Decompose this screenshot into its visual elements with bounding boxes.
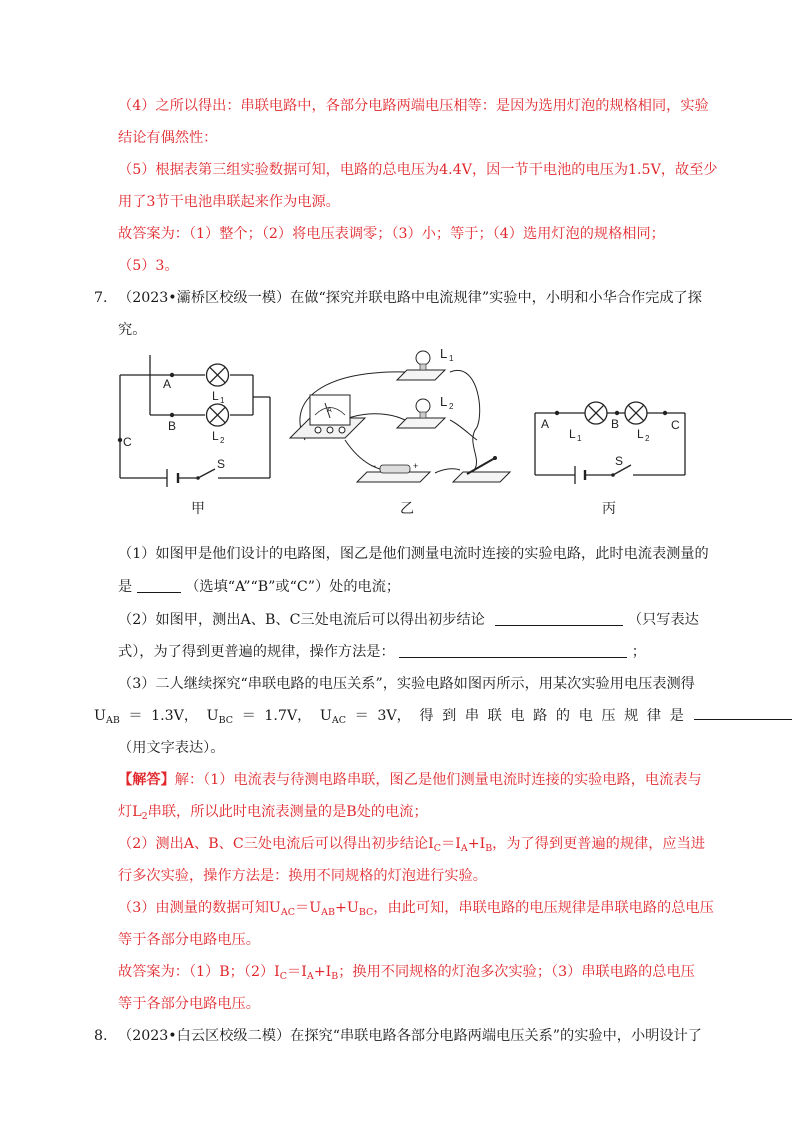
text-token: 的 (555, 708, 571, 724)
figure-yi-caption: 乙 (400, 501, 414, 517)
yi-battery (357, 461, 430, 482)
bing-label-s: S (615, 454, 624, 468)
q7-stem-a: （2023•灞桥区校级一模）在做“探究并联电路中电流规律”实验中，小明和小华合作完成了探 (118, 290, 702, 306)
q7-stem-b: 究。 (118, 322, 147, 338)
answer-blank-3[interactable] (399, 643, 627, 658)
jia-label-l1-sub: 1 (220, 396, 225, 405)
bing-label-c: C (671, 418, 680, 432)
q7-answers-a: 故答案为：（1）B；$(2)I_C=I_A+I_B$；换用不同规格的灯泡多次实验；（3）串联电路的总电压 (118, 964, 695, 982)
bing-label-l2: L (637, 427, 644, 441)
answer6-answers-a: 故答案为：（1）整个；（2）将电压表调零；（3）小；等于；（4）选用灯泡的规格相同； (118, 226, 665, 242)
q7-number: 7. (94, 290, 108, 306)
answer-blank-1[interactable] (137, 578, 181, 593)
q7-solution-1a: 【解答】解：（1）电流表与待测电路串联，图乙是他们测量电流时连接的实验电路，电流表与 (118, 772, 702, 788)
q8-stem: （2023•白云区校级二模）在探究“串联电路各部分电路两端电压关系”的实验中，小明设计了 (118, 1028, 702, 1044)
bing-node-b-dot (615, 411, 619, 415)
bing-label-b: B (611, 417, 620, 431)
jia-label-a: A (163, 377, 172, 391)
q8-number: 8. (94, 1028, 108, 1044)
answer6-answers-b: （5）3。 (118, 258, 179, 274)
q7-part2-b: 式），为了得到更普遍的规律，操作方法是： ； (118, 644, 646, 660)
jia-label-l2: L (212, 429, 219, 443)
text-token: 联 (487, 708, 502, 724)
text-token: 到 (442, 708, 457, 724)
q7-part1-a: （1）如图甲是他们设计的电路图，图乙是他们测量电流时连接的实验电路，此时电流表测量的 (118, 546, 709, 562)
yi-label-l1-sub: 1 (449, 354, 454, 363)
text-token: 串 (464, 708, 480, 724)
answer-blank-2[interactable] (495, 611, 623, 626)
jia-label-b: B (168, 419, 177, 433)
text-token: 律 (646, 708, 662, 724)
q7-solution-3a: （3）由测量的数据可知$U_{AC}=U_{AB}+U_{BC}$，由此可知，串联电路的电压规律是串联电路的总电压 (118, 900, 714, 918)
voltage-symbol: $U_{AB}$ (94, 708, 120, 726)
yi-lamp-l2 (397, 399, 445, 428)
q7-solution-2b: 行多次实验，操作方法是：换用不同规格的灯泡进行实验。 (118, 868, 487, 884)
bing-node-a-dot (555, 411, 559, 415)
text-token: 规 (624, 708, 639, 724)
yi-meter-label: A (327, 407, 332, 414)
svg-text:+: + (413, 461, 419, 471)
yi-label-l2-sub: 2 (449, 402, 454, 411)
text-token: 路 (533, 708, 548, 724)
q7-solution-3b: 等于各部分电路电压。 (118, 932, 260, 948)
text-token: 电 (578, 708, 593, 724)
figure-yi-apparatus (285, 340, 520, 490)
text-token: 1.7V， (264, 708, 312, 724)
answer6-line-4b: 结论有偶然性： (118, 130, 218, 146)
voltage-symbol: $U_{BC}$ (206, 708, 234, 726)
jia-node-b-dot (170, 413, 174, 417)
voltage-symbol: $U_{AC}$ (319, 708, 347, 726)
jia-label-l2-sub: 2 (220, 436, 225, 445)
jia-label-c: C (123, 435, 132, 449)
yi-lamp-l1 (397, 351, 445, 380)
q7-part1-b: 是 （选填“A”“B”或“C”）处的电流； (118, 579, 401, 595)
q7-part3-b-text (94, 705, 684, 727)
text-token: 是 (669, 708, 684, 724)
q7-part3-a: （3）二人继续探究“串联电路的电压关系”，实验电路如图丙所示，用某次实验用电压表测得 (118, 676, 695, 692)
jia-label-s: S (217, 457, 226, 471)
yi-label-l2: L (440, 394, 448, 409)
q7-answers-b: 等于各部分电路电压。 (118, 996, 260, 1012)
figure-jia-caption: 甲 (191, 501, 205, 517)
text-token: ＝ (354, 708, 369, 724)
text-token: 得 (419, 708, 434, 724)
figure-bing-caption: 丙 (602, 501, 616, 517)
svg-text:−: − (371, 461, 377, 471)
text-token: 电 (510, 708, 525, 724)
yi-label-l1: L (440, 346, 448, 361)
q7-solution-2a: （2）测出A、B、C三处电流后可以得出初步结论$I_C=I_A+I_B$，为了得到更普遍的规律，应当进 (118, 836, 705, 854)
text-token: ＝ (128, 708, 143, 724)
answer6-line-5a: （5）根据表第三组实验数据可知，电路的总电压为4.4V，因一节干电池的电压为1.5V，故至少 (118, 162, 718, 178)
answer-blank-4[interactable] (694, 705, 792, 720)
bing-label-l2-sub: 2 (645, 434, 650, 443)
jia-label-l1: L (212, 389, 219, 403)
q7-part3-c: （用文字表达）。 (118, 740, 225, 756)
figure-bing-series-circuit (525, 395, 695, 485)
text-token: ＝ (241, 708, 256, 724)
answer6-line-5b: 用了3节干电池串联起来作为电源。 (118, 194, 340, 210)
q7-solution-1b: 灯$L_2$串联，所以此时电流表测量的是B处的电流； (118, 804, 428, 822)
figure-jia-parallel-circuit (110, 355, 285, 495)
yi-switch (453, 456, 510, 482)
q7-part2-a: （2）如图甲，测出A、B、C三处电流后可以得出初步结论 （只写表达 (118, 612, 699, 628)
text-token: 压 (601, 708, 616, 724)
bing-node-c-dot (663, 411, 667, 415)
answer6-line-4a: （4）之所以得出：串联电路中，各部分电路两端电压相等：是因为选用灯泡的规格相同，实验 (118, 98, 709, 114)
jia-node-c-dot (118, 438, 122, 442)
text-token: 1.3V， (151, 708, 199, 724)
bing-label-l1: L (569, 427, 576, 441)
q7-part3-b (94, 705, 800, 727)
text-token: 3V， (377, 708, 411, 724)
bing-label-l1-sub: 1 (577, 434, 582, 443)
bing-label-a: A (541, 417, 550, 431)
